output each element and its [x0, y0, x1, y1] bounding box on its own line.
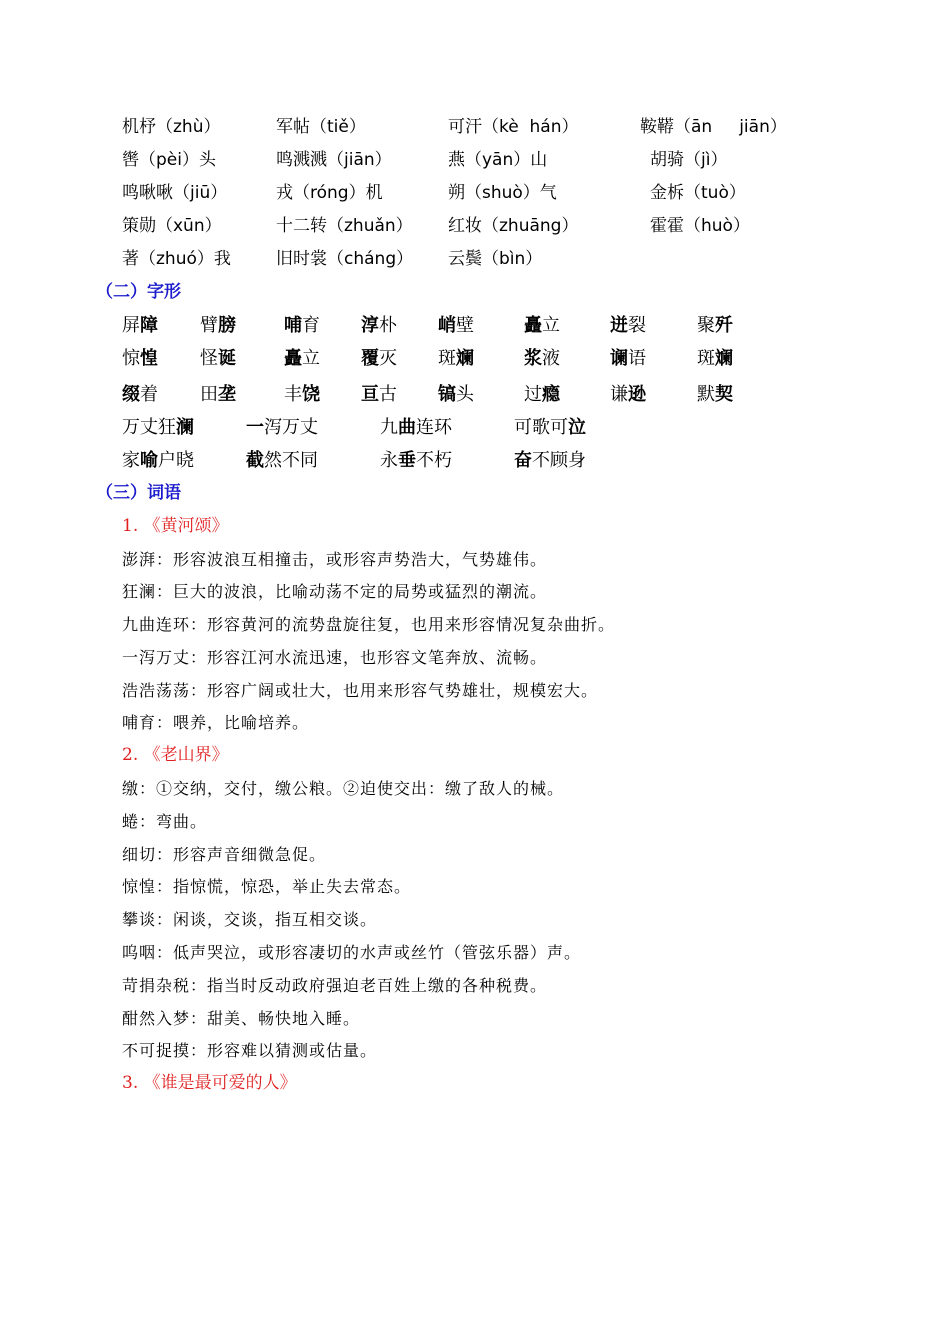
idiom-item [246, 411, 318, 444]
word-item [361, 309, 397, 342]
word-item [284, 342, 320, 375]
word-char-bold: 瘾 [542, 384, 560, 405]
word-char: 着 [140, 384, 158, 405]
idiom-part: 可歌可 [514, 417, 568, 438]
word-char-bold: 垄 [218, 384, 236, 405]
idiom-item [380, 444, 452, 477]
word-char: 默 [697, 384, 715, 405]
word-item [438, 342, 474, 375]
idiom-part: 户晓 [158, 450, 194, 471]
word-char-bold: 亘 [361, 384, 379, 405]
zixing-row [122, 342, 882, 375]
word-char: 古 [379, 384, 397, 405]
word-char-bold: 淳 [361, 315, 379, 336]
pinyin-row [122, 210, 922, 243]
word-char-bold: 斓 [456, 348, 474, 369]
definition-line: 哺育：喂养，比喻培养。 [122, 713, 310, 732]
word-char: 臂 [200, 315, 218, 336]
word-char: 灭 [379, 348, 397, 369]
idiom-part: 九 [380, 417, 398, 438]
word-char: 屏 [122, 315, 140, 336]
pinyin-item: 军帖（tiě） [276, 117, 366, 137]
word-char: 丰 [284, 384, 302, 405]
word-char-bold: 浆 [524, 348, 542, 369]
idiom-part: 永 [380, 450, 398, 471]
lesson-title: 2. 《老山界》 [122, 745, 229, 765]
pinyin-row [122, 177, 922, 210]
pinyin-item: 霍霍（huò） [650, 216, 750, 236]
idiom-part: 泻万丈 [264, 417, 318, 438]
definition-line: 细切：形容声音细微急促。 [122, 845, 327, 864]
idiom-item [514, 411, 586, 444]
word-item [361, 342, 397, 375]
word-char: 头 [456, 384, 474, 405]
word-item [200, 309, 236, 342]
word-char-bold: 缀 [122, 384, 140, 405]
definition-line: 浩浩荡荡：形容广阔或壮大，也用来形容气势雄壮，规模宏大。 [122, 681, 599, 700]
word-char: 田 [200, 384, 218, 405]
definition-line: 澎湃：形容波浪互相撞击，或形容声势浩大，气势雄伟。 [122, 550, 548, 569]
idiom-part-bold: 奋 [514, 450, 532, 471]
word-char-bold: 惶 [140, 348, 158, 369]
word-item [610, 309, 646, 342]
pinyin-item: 戎（róng）机 [276, 183, 383, 203]
pinyin-item: 红妆（zhuāng） [448, 216, 579, 236]
word-char-bold: 饶 [302, 384, 320, 405]
pinyin-item: 旧时裳（cháng） [276, 249, 414, 269]
idiom-item [514, 444, 586, 477]
idiom-part-bold: 截 [246, 450, 264, 471]
word-item [200, 342, 236, 375]
pinyin-item: 鸣啾啾（jiū） [122, 183, 228, 203]
idiom-part: 然不同 [264, 450, 318, 471]
word-char-bold: 歼 [715, 315, 733, 336]
word-item [524, 342, 560, 375]
idiom-item [380, 411, 452, 444]
lesson-title: 3. 《谁是最可爱的人》 [122, 1073, 297, 1093]
section-heading-ciyu: （三）词语 [96, 483, 181, 503]
pinyin-item: 十二转（zhuǎn） [276, 216, 413, 236]
word-item [697, 309, 733, 342]
definition-line: 攀谈：闲谈，交谈，指互相交谈。 [122, 910, 378, 929]
word-char-bold: 膀 [218, 315, 236, 336]
pinyin-item: 朔（shuò）气 [448, 183, 557, 203]
word-char-bold: 峭 [438, 315, 456, 336]
word-item [438, 378, 474, 411]
definition-line: 缴：①交纳，交付，缴公粮。②迫使交出：缴了敌人的械。 [122, 779, 565, 798]
idiom-part: 家 [122, 450, 140, 471]
pinyin-item: 可汗（kè hán） [448, 117, 579, 137]
idiom-part: 不顾身 [532, 450, 586, 471]
idiom-part-bold: 澜 [176, 417, 194, 438]
idiom-part-bold: 喻 [140, 450, 158, 471]
idiom-part-bold: 泣 [568, 417, 586, 438]
definition-line: 九曲连环：形容黄河的流势盘旋往复，也用来形容情况复杂曲折。 [122, 615, 616, 634]
word-item [524, 378, 560, 411]
word-item [200, 378, 236, 411]
word-char-bold: 哺 [284, 315, 302, 336]
definition-line: 苛捐杂税：指当时反动政府强迫老百姓上缴的各种税费。 [122, 976, 548, 995]
pinyin-item: 辔（pèi）头 [122, 150, 216, 170]
pinyin-row [122, 243, 922, 276]
pinyin-row [122, 111, 922, 144]
word-char: 语 [628, 348, 646, 369]
idiom-item [246, 444, 318, 477]
word-item [697, 378, 733, 411]
word-char: 液 [542, 348, 560, 369]
definition-line: 酣然入梦：甜美、畅快地入睡。 [122, 1009, 361, 1028]
word-char: 斑 [438, 348, 456, 369]
word-char: 谦 [610, 384, 628, 405]
definition-line: 呜咽：低声哭泣，或形容凄切的水声或丝竹（管弦乐器）声。 [122, 943, 582, 962]
pinyin-item: 金柝（tuò） [650, 183, 746, 203]
word-char: 立 [302, 348, 320, 369]
definition-line: 惊惶：指惊慌，惊恐，举止失去常态。 [122, 877, 412, 896]
word-item [122, 309, 158, 342]
word-char-bold: 斓 [715, 348, 733, 369]
section-heading-zixing: （二）字形 [96, 282, 181, 302]
word-char-bold: 矗 [524, 315, 542, 336]
idiom-row [122, 411, 882, 444]
definition-line: 蜷：弯曲。 [122, 812, 208, 831]
word-char-bold: 诞 [218, 348, 236, 369]
zixing-row [122, 378, 882, 411]
lesson-title: 1. 《黄河颂》 [122, 516, 229, 536]
word-char: 惊 [122, 348, 140, 369]
definition-line: 狂澜：巨大的波浪，比喻动荡不定的局势或猛烈的潮流。 [122, 582, 548, 601]
pinyin-item: 燕（yān）山 [448, 150, 548, 170]
word-char-bold: 谰 [610, 348, 628, 369]
word-char-bold: 覆 [361, 348, 379, 369]
word-item [524, 309, 560, 342]
idiom-part: 连环 [416, 417, 452, 438]
pinyin-item: 胡骑（jì） [650, 150, 728, 170]
pinyin-item: 鞍鞯（ān jiān） [640, 117, 787, 137]
word-char: 裂 [628, 315, 646, 336]
word-char: 朴 [379, 315, 397, 336]
pinyin-item: 机杼（zhù） [122, 117, 221, 137]
definition-line: 不可捉摸：形容难以猜测或估量。 [122, 1041, 378, 1060]
word-item [284, 309, 320, 342]
word-item [610, 342, 646, 375]
word-char: 过 [524, 384, 542, 405]
word-item [438, 309, 474, 342]
word-item [610, 378, 646, 411]
idiom-part: 不朽 [416, 450, 452, 471]
definition-line: 一泻万丈：形容江河水流迅速，也形容文笔奔放、流畅。 [122, 648, 548, 667]
word-char-bold: 矗 [284, 348, 302, 369]
word-item [122, 342, 158, 375]
word-char-bold: 障 [140, 315, 158, 336]
pinyin-item: 著（zhuó）我 [122, 249, 231, 269]
idiom-part-bold: 曲 [398, 417, 416, 438]
word-char: 怪 [200, 348, 218, 369]
zixing-row [122, 309, 882, 342]
word-char-bold: 迸 [610, 315, 628, 336]
word-item [361, 378, 397, 411]
pinyin-item: 策勋（xūn） [122, 216, 222, 236]
word-char: 壁 [456, 315, 474, 336]
pinyin-row [122, 144, 922, 177]
word-item [122, 378, 158, 411]
word-char-bold: 契 [715, 384, 733, 405]
word-char: 聚 [697, 315, 715, 336]
word-char-bold: 镐 [438, 384, 456, 405]
word-char: 育 [302, 315, 320, 336]
idiom-part-bold: 垂 [398, 450, 416, 471]
idiom-row [122, 444, 882, 477]
pinyin-item: 云鬓（bìn） [448, 249, 543, 269]
pinyin-item: 鸣溅溅（jiān） [276, 150, 392, 170]
word-char-bold: 逊 [628, 384, 646, 405]
word-char: 立 [542, 315, 560, 336]
idiom-part-bold: 一 [246, 417, 264, 438]
word-item [697, 342, 733, 375]
idiom-part: 万丈狂 [122, 417, 176, 438]
word-item [284, 378, 320, 411]
idiom-item [122, 411, 194, 444]
idiom-item [122, 444, 194, 477]
word-char: 斑 [697, 348, 715, 369]
